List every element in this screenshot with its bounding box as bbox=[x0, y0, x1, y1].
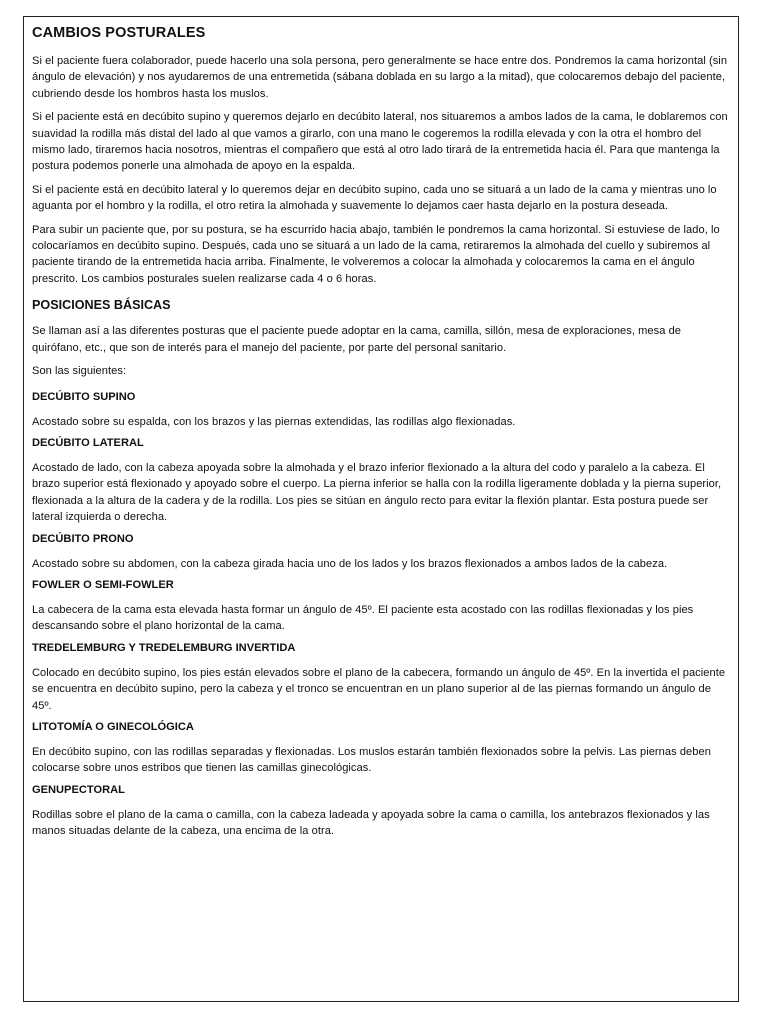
position-description: Colocado en decúbito supino, los pies están elevados sobre el plano de la cabecera, formando un ángulo de 45º. En la invertida el paciente se encuentra en decúbito supino, pero la cabeza y el tronco se encuentran en un plano superior al de las piernas formando un ángulo de 45º. bbox=[32, 666, 726, 712]
paragraph: Si el paciente está en decúbito lateral y lo queremos dejar en decúbito supino, cada uno se situará a un lado de la cama y mientras uno lo aguanta por el hombro y la rodilla, el otro retira la almohada y suavemente lo dejamos caer hasta dejarlo en la postura deseada. bbox=[32, 183, 717, 213]
paragraph: Si el paciente está en decúbito supino y queremos dejarlo en decúbito lateral, nos situaremos a ambos lados de la cama, le doblaremos con suavidad la rodilla más distal del lado al que vamos a girarlo, con una mano le cogeremos la rodilla elevada y con la otra el hombro del mismo lado, tiraremos hacia nosotros, mientras el compañero que está al otro lado tirará de la entremetida hacia él. Para que mantenga la postura podemos ponerle una almohada de apoyo en la espalda. bbox=[32, 111, 728, 173]
position-heading: FOWLER O SEMI-FOWLER bbox=[32, 578, 174, 591]
position-heading: DECÚBITO LATERAL bbox=[32, 436, 144, 449]
position-description: Rodillas sobre el plano de la cama o camilla, con la cabeza ladeada y apoyada sobre la cama o camilla, los antebrazos flexionados y las manos situadas delante de la cabeza, una encima de la otra. bbox=[32, 808, 710, 838]
position-heading: GENUPECTORAL bbox=[32, 783, 125, 796]
position-description: Acostado de lado, con la cabeza apoyada sobre la almohada y el brazo inferior flexionado a la altura del codo y paralelo a la cabeza. El brazo superior está flexionado y apoyado sobre el cuerpo. La pierna inferior se halla con la rodilla ligeramente doblada y la pierna superior, flexionada a la altura de la cadera y de la rodilla. Los pies se sitúan en ángulo recto para evitar la flexión plantar. Esta postura puede ser lateral izquierda o derecha. bbox=[32, 461, 722, 524]
position-heading: LITOTOMÍA O GINECOLÓGICA bbox=[32, 720, 194, 733]
position-heading: DECÚBITO SUPINO bbox=[32, 390, 136, 403]
position-description: En decúbito supino, con las rodillas separadas y flexionadas. Los muslos estarán también flexionados sobre la pelvis. Las piernas deben colocarse sobre unos estribos que tienen las camillas ginecológicas. bbox=[32, 745, 711, 775]
section-lead: Son las siguientes: bbox=[32, 365, 127, 378]
position-heading: TREDELEMBURG Y TREDELEMBURG INVERTIDA bbox=[32, 641, 296, 654]
position-heading: DECÚBITO PRONO bbox=[32, 532, 134, 545]
position-description: Acostado sobre su abdomen, con la cabeza girada hacia uno de los lados y los brazos flexionados a ambos lados de la cabeza. bbox=[32, 557, 668, 570]
paragraph: Si el paciente fuera colaborador, puede hacerlo una sola persona, pero generalmente se hace entre dos. Pondremos la cama horizontal (sin ángulo de elevación) y nos ayudaremos de una entremetida (sábana doblada en su largo a la mitad), que colocaremos debajo del paciente, cubriendo desde los hombros hasta los muslos. bbox=[32, 55, 728, 100]
position-description: La cabecera de la cama esta elevada hasta formar un ángulo de 45º. El paciente esta acostado con las rodillas flexionadas y los pies descansando sobre el plano horizontal de la cama. bbox=[32, 603, 694, 633]
page-title: CAMBIOS POSTURALES bbox=[32, 25, 206, 41]
paragraph: Para subir un paciente que, por su postura, se ha escurrido hacia abajo, también le pondremos la cama horizontal. Si estuviese de lado, lo colocaríamos en decúbito supino. Después, cada uno se situará a un lado de la cama, retiraremos la almohada del cuello y subiremos al paciente tirando de la entremetida hacia arriba. Finalmente, le volveremos a colocar la almohada y colocaremos la cama en el ángulo prescrito. Los cambios posturales suelen realizarse cada 4 o 6 horas. bbox=[32, 223, 720, 285]
position-description: Acostado sobre su espalda, con los brazos y las piernas extendidas, las rodillas algo flexionadas. bbox=[32, 415, 516, 428]
document-page bbox=[23, 16, 739, 1002]
section-intro: Se llaman así a las diferentes posturas que el paciente puede adoptar en la cama, camilla, sillón, mesa de exploraciones, mesa de quirófano, etc., que son de interés para el manejo del paciente, por parte del personal sanitario. bbox=[32, 325, 682, 354]
section-title: POSICIONES BÁSICAS bbox=[32, 298, 171, 313]
